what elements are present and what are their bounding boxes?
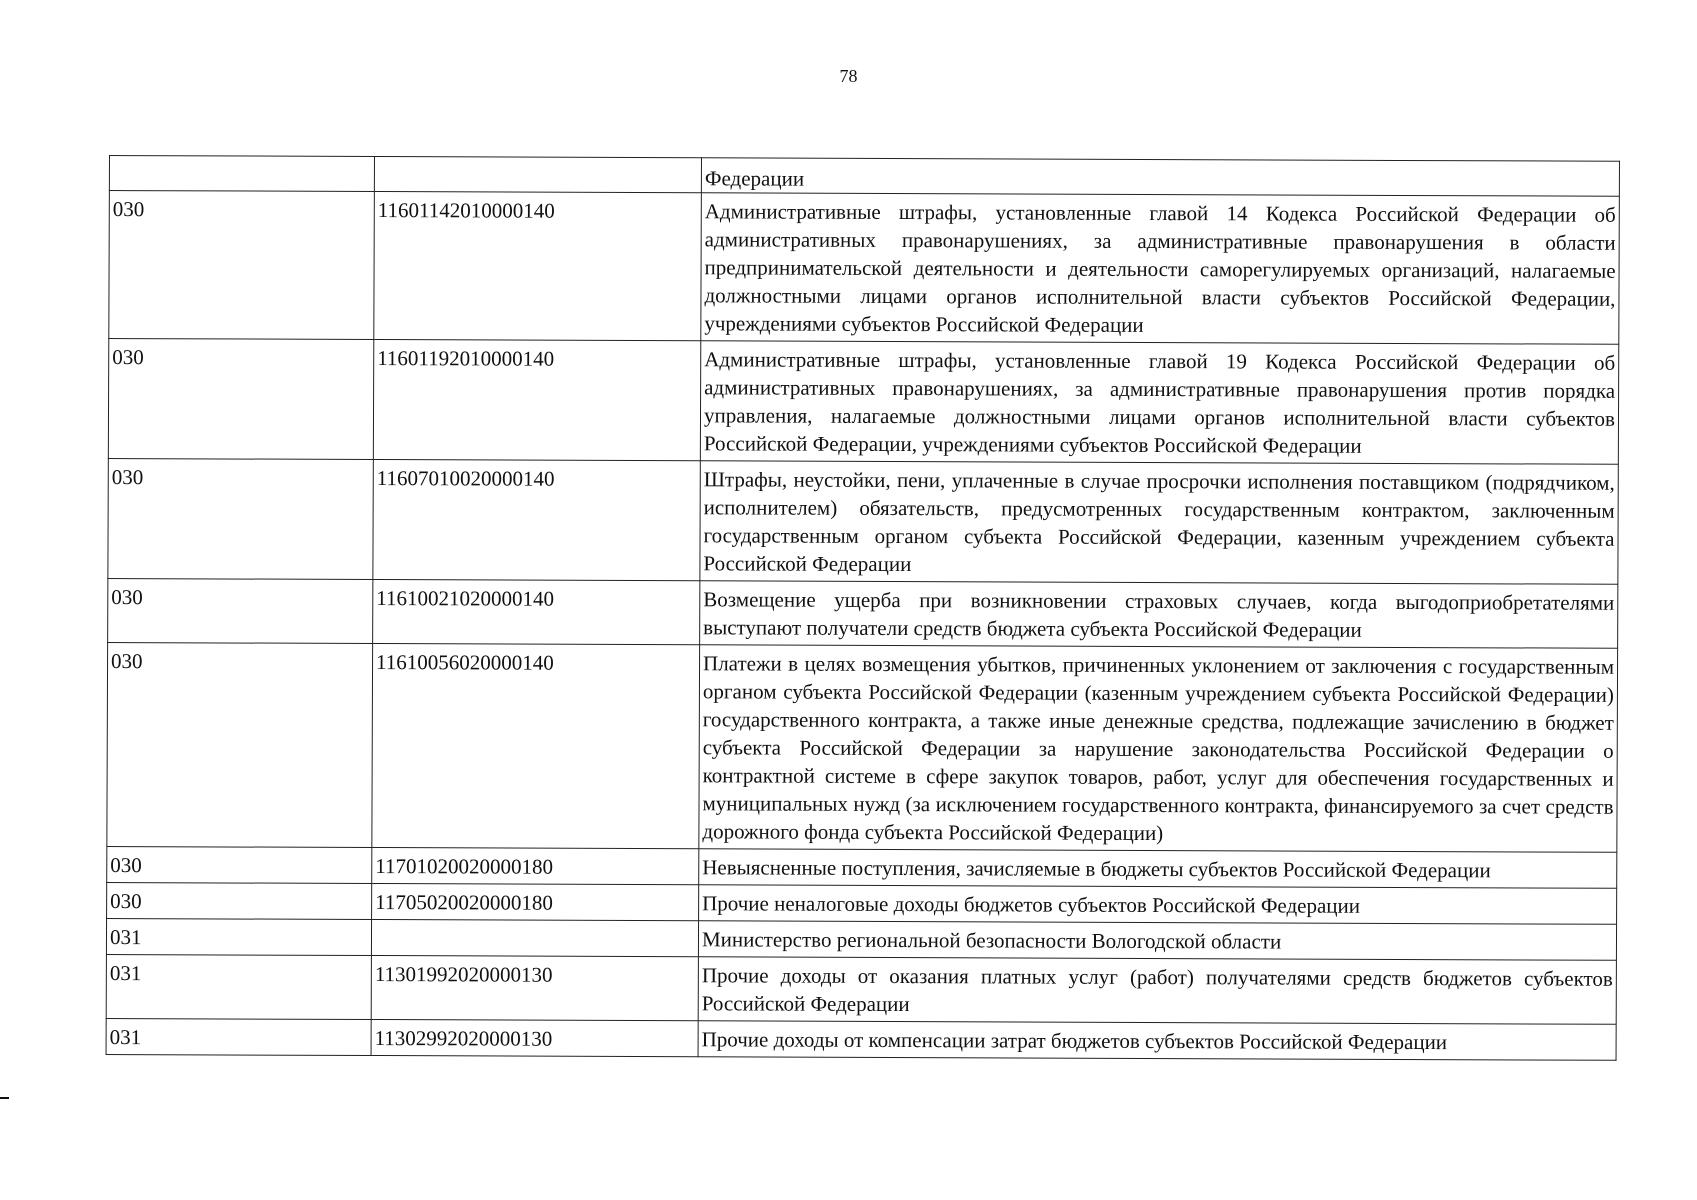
admin-code-cell: 031 [106, 1018, 371, 1055]
margin-mark [0, 1097, 9, 1099]
revenue-code-cell [374, 157, 701, 193]
admin-code-cell: 030 [107, 642, 373, 847]
table-row [109, 191, 1620, 345]
description-cell: Платежи в целях возмещения убытков, причиненных уклонением от заключения с государственным органом субъекта Российской Федерации (казенным учреждением субъекта Российской Федерации) государственного контракта, а также иные денежные средства, подлежащие зачислению в бюджет субъекта Российской Федерации за нарушение законодательства Российской Федерации о контрактной системе в сфере закупок товаров, работ, услуг для обеспечения государственных и муниципальных нужд (за исключением государственного контракта, финансируемого за счет средств дорожного фонда субъекта Российской Федерации) [699, 645, 1618, 853]
admin-code-cell: 031 [106, 918, 371, 955]
revenue-codes-table [106, 155, 1620, 1061]
description-cell: Административные штрафы, установленные главой 19 Кодекса Российской Федерации об административных правонарушениях, за административные правонарушения против порядка управления, налагаемые должностными лицами органов исполнительной власти субъектов Российской Федерации, учреждениями субъектов Российской Федерации [700, 341, 1618, 465]
revenue-code-cell: 11607010020000140 [373, 460, 700, 581]
admin-code-cell: 030 [108, 339, 373, 460]
description-cell: Министерство региональной безопасности Вологодской области [698, 921, 1616, 961]
description-cell: Прочие доходы от компенсации затрат бюджетов субъектов Российской Федерации [698, 1021, 1616, 1061]
revenue-code-cell: 11301992020000130 [371, 956, 698, 1021]
table-row [107, 642, 1618, 852]
admin-code-cell: 030 [108, 578, 373, 643]
description-cell: Административные штрафы, установленные главой 14 Кодекса Российской Федерации об административных правонарушениях, за административные правонарушения в области предпринимательской деятельности и деятельности саморегулируемых организаций, налагаемые должностными лицами органов исполнительной власти субъектов Российской Федерации, учреждениями субъектов Российской Федерации [701, 193, 1620, 345]
table-row [107, 846, 1617, 888]
revenue-code-cell: 11601142010000140 [374, 192, 702, 341]
revenue-code-cell: 11601192010000140 [373, 340, 700, 461]
description-cell: Федерации [701, 158, 1619, 197]
admin-code-cell: 030 [108, 458, 373, 579]
table-row [108, 458, 1618, 584]
description-cell: Штрафы, неустойки, пени, уплаченные в случае просрочки исполнения поставщиком (подрядчиком, исполнителем) обязательств, предусмотренных государственным контрактом, заключенным государственным органом субъекта Российской Федерации, казенным учреждением субъекта Российской Федерации [700, 461, 1618, 585]
table-row [106, 918, 1616, 960]
admin-code-cell: 031 [106, 954, 371, 1019]
admin-code-cell: 030 [107, 846, 372, 883]
description-cell: Возмещение ущерба при возникновении страховых случаев, когда выгодоприобретателями выступают получатели средств бюджета субъекта Российской Федерации [700, 581, 1618, 649]
revenue-code-cell: 11701020020000180 [372, 848, 699, 885]
table-row [109, 156, 1619, 197]
revenue-code-cell: 11705020020000180 [372, 884, 699, 921]
table-row [106, 954, 1616, 1024]
table-row [106, 1018, 1616, 1060]
revenue-code-cell: 11610056020000140 [372, 644, 700, 849]
page-number: 78 [839, 66, 858, 86]
admin-code-cell: 030 [107, 882, 372, 919]
table-row [108, 578, 1618, 648]
table-row [108, 339, 1618, 465]
admin-code-cell [109, 156, 374, 192]
revenue-code-cell: 11610021020000140 [373, 580, 700, 645]
revenue-code-cell [371, 920, 698, 957]
table-row [107, 882, 1617, 924]
description-cell: Прочие неналоговые доходы бюджетов субъектов Российской Федерации [699, 885, 1617, 925]
description-cell: Прочие доходы от оказания платных услуг (работ) получателями средств бюджетов субъектов Российской Федерации [698, 957, 1616, 1025]
description-cell: Невыясненные поступления, зачисляемые в бюджеты субъектов Российской Федерации [699, 849, 1617, 889]
admin-code-cell: 030 [109, 191, 375, 340]
revenue-code-cell: 11302992020000130 [371, 1020, 698, 1057]
